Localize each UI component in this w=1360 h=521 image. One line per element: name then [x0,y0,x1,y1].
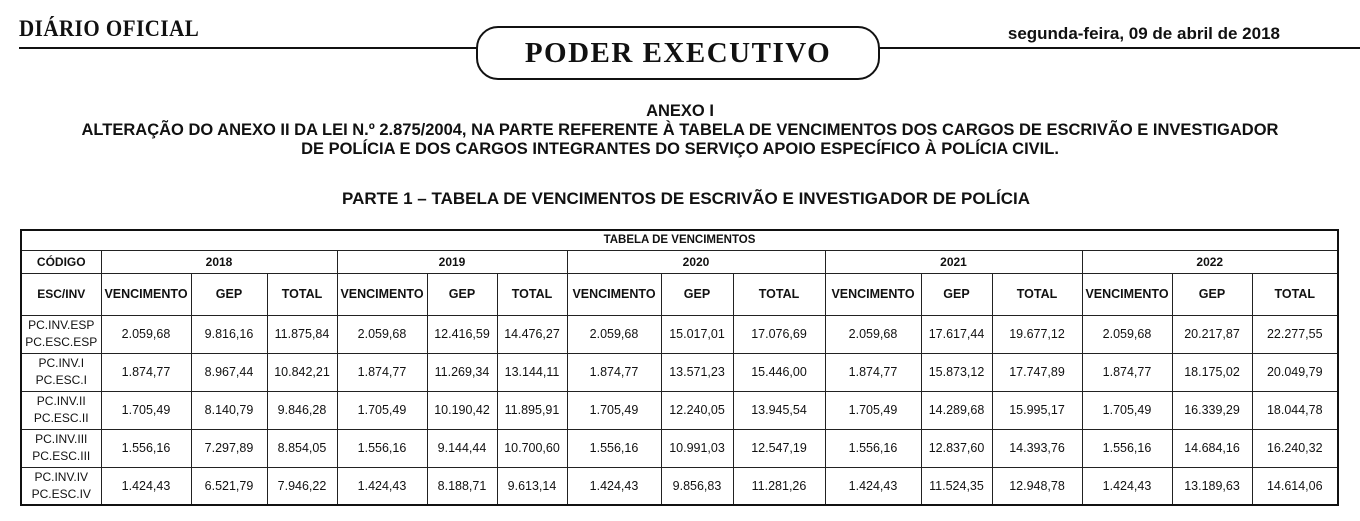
section-badge [476,26,880,80]
row-code-esc: PC.ESC.III [32,449,91,463]
value-cell: 8.140,79 [191,391,267,429]
column-header-vencimento: VENCIMENTO [567,273,661,315]
value-cell: 7.946,22 [267,467,337,505]
row-code-inv: PC.INV.II [36,394,86,408]
value-cell: 13.189,63 [1172,467,1252,505]
value-cell: 14.476,27 [497,315,567,353]
row-code [21,391,101,429]
value-cell: 15.017,01 [661,315,733,353]
value-cell: 20.217,87 [1172,315,1252,353]
column-header-gep: GEP [661,273,733,315]
value-cell: 1.424,43 [101,467,191,505]
value-cell: 17.747,89 [992,353,1082,391]
value-cell: 1.556,16 [101,429,191,467]
value-cell: 2.059,68 [1082,315,1172,353]
value-cell: 8.188,71 [427,467,497,505]
value-cell: 17.617,44 [921,315,992,353]
code-header-top: CÓDIGO [21,250,101,273]
value-cell: 1.874,77 [825,353,921,391]
value-cell: 11.524,35 [921,467,992,505]
value-cell: 1.424,43 [825,467,921,505]
column-header-gep: GEP [921,273,992,315]
value-cell: 6.521,79 [191,467,267,505]
row-code [21,467,101,505]
section-badge-label: PODER EXECUTIVO [524,36,832,69]
value-cell: 1.705,49 [825,391,921,429]
column-header-vencimento: VENCIMENTO [337,273,427,315]
year-header: 2018 [101,250,337,273]
value-cell: 8.967,44 [191,353,267,391]
publication-date: segunda-feira, 09 de abril de 2018 [1007,24,1280,43]
value-cell: 1.705,49 [1082,391,1172,429]
value-cell: 15.446,00 [733,353,825,391]
column-header-total: TOTAL [733,273,825,315]
value-cell: 9.846,28 [267,391,337,429]
value-cell: 9.144,44 [427,429,497,467]
column-header-total: TOTAL [497,273,567,315]
title-line-2: ALTERAÇÃO DO ANEXO II DA LEI N.º 2.875/2004, NA PARTE REFERENTE À TABELA DE VENCIMENTOS DOS CARGOS DE ESCRIVÃO E INVESTIGADOR [81,121,1279,139]
value-cell: 2.059,68 [337,315,427,353]
value-cell: 11.281,26 [733,467,825,505]
column-header-row [21,273,1338,315]
value-cell: 18.175,02 [1172,353,1252,391]
column-header-vencimento: VENCIMENTO [101,273,191,315]
table-row [21,429,1338,467]
value-cell: 8.854,05 [267,429,337,467]
row-code-inv: PC.INV.I [38,356,85,370]
value-cell: 1.705,49 [567,391,661,429]
column-header-gep: GEP [191,273,267,315]
value-cell: 9.613,14 [497,467,567,505]
column-header-total: TOTAL [267,273,337,315]
row-code-inv: PC.INV.IV [34,469,89,484]
row-code [21,315,101,353]
value-cell: 14.289,68 [921,391,992,429]
value-cell: 1.874,77 [101,353,191,391]
value-cell: 19.677,12 [992,315,1082,353]
value-cell: 12.416,59 [427,315,497,353]
value-cell: 1.874,77 [567,353,661,391]
row-code-esc: PC.ESC.I [35,373,87,387]
value-cell: 11.269,34 [427,353,497,391]
value-cell: 10.700,60 [497,429,567,467]
value-cell: 14.393,76 [992,429,1082,467]
value-cell: 2.059,68 [825,315,921,353]
value-cell: 20.049,79 [1252,353,1338,391]
value-cell: 1.556,16 [337,429,427,467]
value-cell: 2.059,68 [101,315,191,353]
value-cell: 1.556,16 [825,429,921,467]
table-row [21,467,1338,505]
value-cell: 1.556,16 [1082,429,1172,467]
value-cell: 12.837,60 [921,429,992,467]
value-cell: 16.339,29 [1172,391,1252,429]
row-code-inv: PC.INV.III [35,432,88,446]
value-cell: 9.856,83 [661,467,733,505]
value-cell: 1.705,49 [101,391,191,429]
value-cell: 13.945,54 [733,391,825,429]
table-caption: TABELA DE VENCIMENTOS [21,230,1338,250]
year-header-row [21,250,1338,273]
year-header: 2020 [567,250,825,273]
table-row [21,315,1338,353]
row-code-esc: PC.ESC.IV [31,486,91,501]
value-cell: 1.424,43 [337,467,427,505]
value-cell: 11.875,84 [267,315,337,353]
value-cell: 12.547,19 [733,429,825,467]
row-code [21,429,101,467]
value-cell: 13.144,11 [497,353,567,391]
value-cell: 10.190,42 [427,391,497,429]
row-code-esc: PC.ESC.II [33,411,89,425]
code-header-bottom: ESC/INV [21,273,101,315]
value-cell: 17.076,69 [733,315,825,353]
row-code-inv: PC.INV.ESP [28,318,95,332]
salary-table-wrapper [20,229,1339,506]
value-cell: 10.842,21 [267,353,337,391]
value-cell: 1.874,77 [337,353,427,391]
column-header-total: TOTAL [1252,273,1338,315]
value-cell: 12.948,78 [992,467,1082,505]
year-header: 2019 [337,250,567,273]
year-header: 2021 [825,250,1082,273]
value-cell: 11.895,91 [497,391,567,429]
table-row [21,353,1338,391]
title-line-3: DE POLÍCIA E DOS CARGOS INTEGRANTES DO SERVIÇO APOIO ESPECÍFICO À POLÍCIA CIVIL. [301,140,1059,158]
document-title [0,102,1360,159]
salary-table [20,229,1339,506]
value-cell: 2.059,68 [567,315,661,353]
table-subtitle: PARTE 1 – TABELA DE VENCIMENTOS DE ESCRIVÃO E INVESTIGADOR DE POLÍCIA [342,189,1030,208]
column-header-vencimento: VENCIMENTO [1082,273,1172,315]
value-cell: 16.240,32 [1252,429,1338,467]
value-cell: 18.044,78 [1252,391,1338,429]
value-cell: 15.873,12 [921,353,992,391]
value-cell: 22.277,55 [1252,315,1338,353]
value-cell: 1.556,16 [567,429,661,467]
value-cell: 9.816,16 [191,315,267,353]
value-cell: 14.614,06 [1252,467,1338,505]
column-header-gep: GEP [427,273,497,315]
column-header-total: TOTAL [992,273,1082,315]
column-header-gep: GEP [1172,273,1252,315]
value-cell: 14.684,16 [1172,429,1252,467]
row-code-esc: PC.ESC.ESP [25,335,98,349]
value-cell: 1.705,49 [337,391,427,429]
value-cell: 15.995,17 [992,391,1082,429]
value-cell: 1.424,43 [1082,467,1172,505]
value-cell: 10.991,03 [661,429,733,467]
table-row [21,391,1338,429]
value-cell: 1.424,43 [567,467,661,505]
value-cell: 12.240,05 [661,391,733,429]
value-cell: 7.297,89 [191,429,267,467]
row-code [21,353,101,391]
caption-row [21,230,1338,250]
publication-name: DIÁRIO OFICIAL [19,14,200,42]
title-line-1: ANEXO I [646,102,714,120]
column-header-vencimento: VENCIMENTO [825,273,921,315]
year-header: 2022 [1082,250,1338,273]
value-cell: 1.874,77 [1082,353,1172,391]
value-cell: 13.571,23 [661,353,733,391]
